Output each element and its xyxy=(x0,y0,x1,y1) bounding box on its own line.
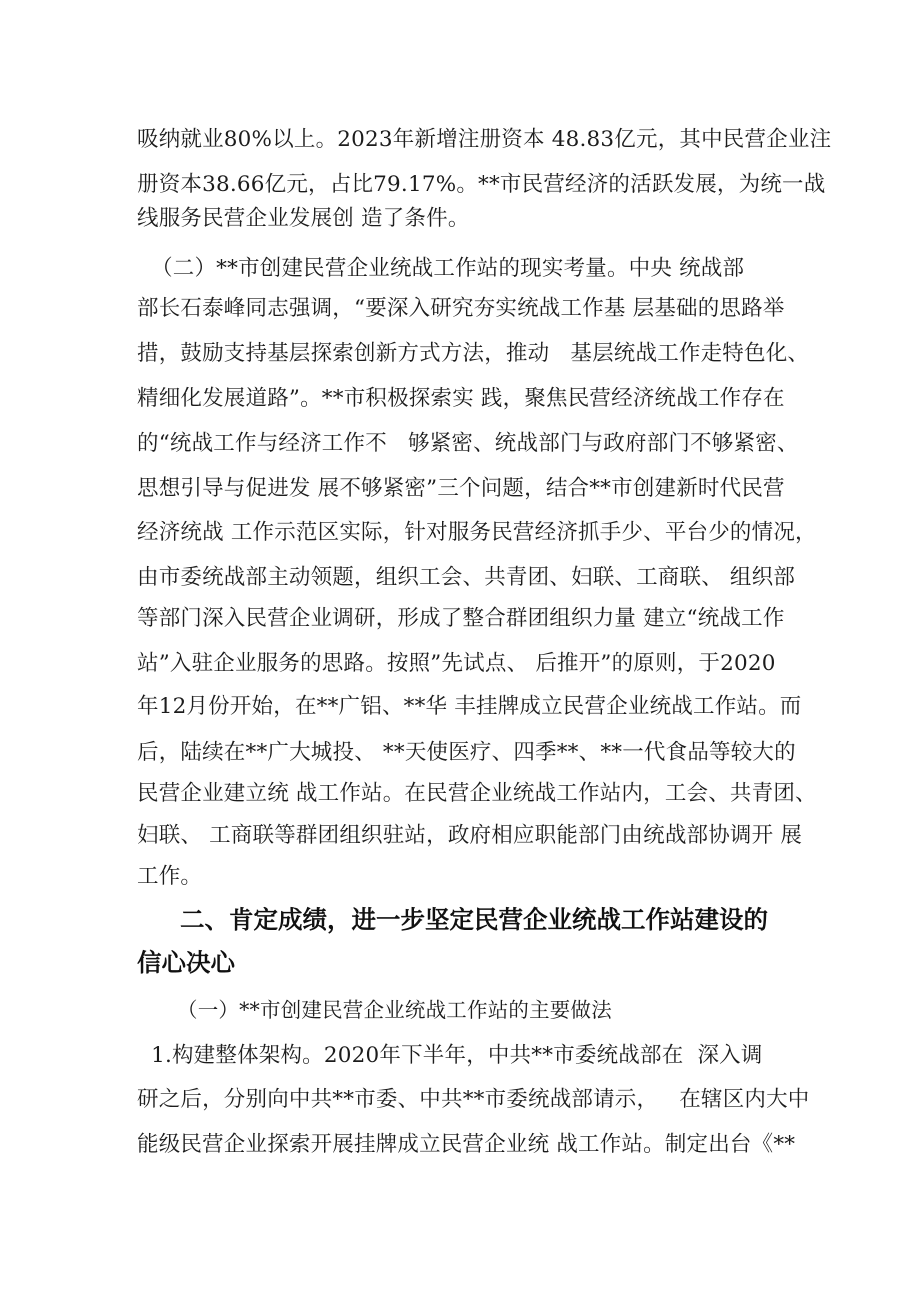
body-text-line: 能级民营企业探索开展挂牌成立民营企业统 战工作站。制定出台《** xyxy=(137,1132,796,1157)
body-text-line: 年12月份开始，在**广铝、**华 丰挂牌成立民营企业统战工作站。而 xyxy=(137,694,802,719)
body-text-line: 研之后，分别向中共**市委、中共**市委统战部请示， 在辖区内大中 xyxy=(137,1087,810,1112)
body-text-line: 部长石泰峰同志强调，“要深入研究夯实统战工作基 层基础的思路举 xyxy=(137,296,785,321)
body-text-line: 经济统战 工作示范区实际，针对服务民营经济抓手少、平台少的情况， xyxy=(137,520,817,545)
body-text-line: 1.构建整体架构。2020年下半年，中共**市委统战部在 深入调 xyxy=(137,1043,763,1068)
subheading: （一）**市创建民营企业统战工作站的主要做法 xyxy=(177,998,612,1022)
body-text-line: 线服务民营企业发展创 造了条件。 xyxy=(137,206,470,231)
body-text-line: 思想引导与促进发 展不够紧密”三个问题，结合**市创建新时代民营 xyxy=(137,476,785,501)
body-text-line: 的“统战工作与经济工作不 够紧密、统战部门与政府部门不够紧密、 xyxy=(137,431,799,456)
body-text-line: 站”入驻企业服务的思路。按照”先试点、 后推开”的原则，于2020 xyxy=(137,651,776,676)
body-text-line: （二）**市创建民营企业统战工作站的现实考量。中央 统战部 xyxy=(137,256,745,281)
body-text-line: 妇联、 工商联等群团组织驻站，政府相应职能部门由统战部协调开 展 xyxy=(137,823,803,848)
section-heading: 二、肯定成绩，进一步坚定民营企业统战工作站建设的 xyxy=(180,905,768,934)
body-text-line: 工作。 xyxy=(137,864,203,889)
body-text-line: 册资本38.66亿元，占比79.17%。**市民营经济的活跃发展，为统一战 xyxy=(137,172,826,197)
body-text-line: 措，鼓励支持基层探索创新方式方法，推动 基层统战工作走特色化、 xyxy=(137,341,810,366)
body-text-line: 等部门深入民营企业调研，形成了整合群团组织力量 建立“统战工作 xyxy=(137,606,785,631)
body-text-line: 由市委统战部主动领题，组织工会、共青团、妇联、工商联、 组织部 xyxy=(137,565,796,590)
body-text-line: 民营企业建立统 战工作站。在民营企业统战工作站内，工会、共青团、 xyxy=(137,781,817,806)
section-heading-continuation: 信心决心 xyxy=(137,948,235,977)
body-text-line: 精细化发展道路”。**市积极探索实 践，聚焦民营经济统战工作存在 xyxy=(137,386,785,411)
body-text-line: 后，陆续在**广大城投、 **天使医疗、四季**、**一代食品等较大的 xyxy=(137,740,796,765)
body-text-line: 吸纳就业80%以上。2023年新增注册资本 48.83亿元，其中民营企业注 xyxy=(137,127,832,152)
